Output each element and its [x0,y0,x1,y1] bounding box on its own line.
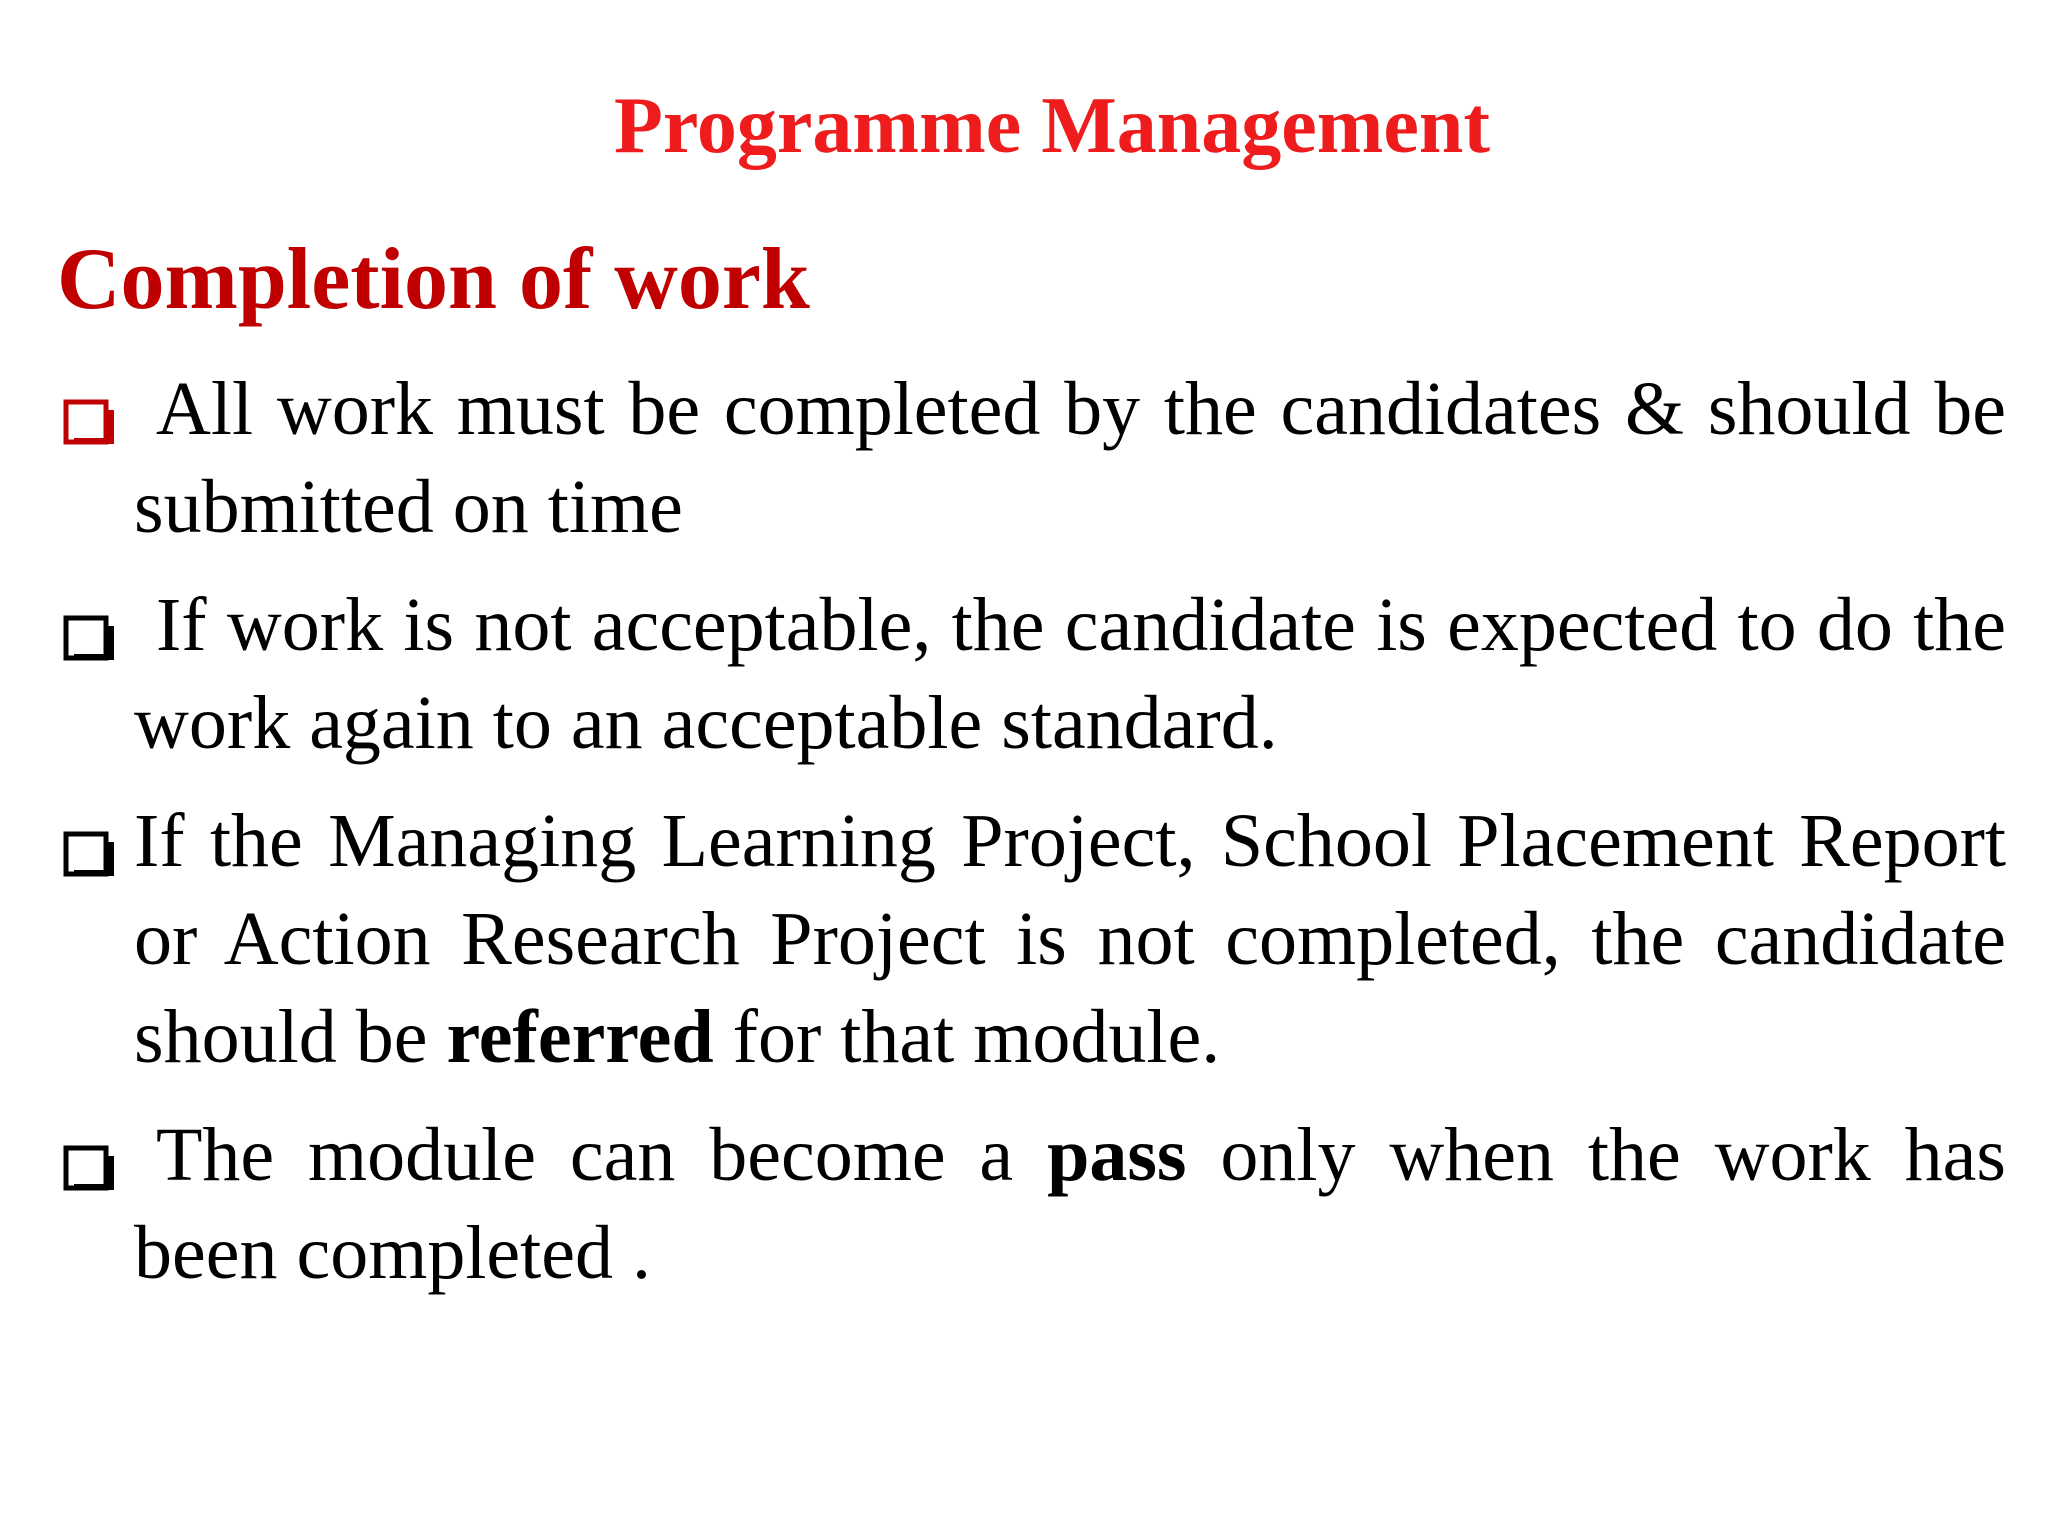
section-heading: Completion of work [57,231,810,328]
emphasis-text: pass [1047,1113,1187,1197]
bullet-item [60,360,2006,556]
bullet-text: If the Managing Learning Project, School Placement Report or Action Research Project is not completed, the candidate should be [134,799,2006,1079]
bullet-item [60,576,2006,772]
bullet-item [60,1106,2006,1302]
checkbox-icon [60,388,120,448]
bullet-text: for that module. [713,995,1221,1079]
checkbox-icon [60,820,120,880]
bullet-list [60,360,2006,1302]
bullet-text: The module can become a [156,1113,1048,1197]
checkbox-icon [60,1134,120,1194]
bullet-text: All work must be completed by the candidates & should be submitted on time [134,367,2006,549]
bullet-text: If work is not acceptable, the candidate is expected to do the work again to an acceptable standard. [134,583,2006,765]
bullet-item [60,792,2006,1086]
checkbox-icon [60,604,120,664]
slide-title: Programme Management [613,82,1490,170]
emphasis-text: referred [446,995,714,1079]
bullet-text: only when the work has been completed . [134,1113,2006,1295]
